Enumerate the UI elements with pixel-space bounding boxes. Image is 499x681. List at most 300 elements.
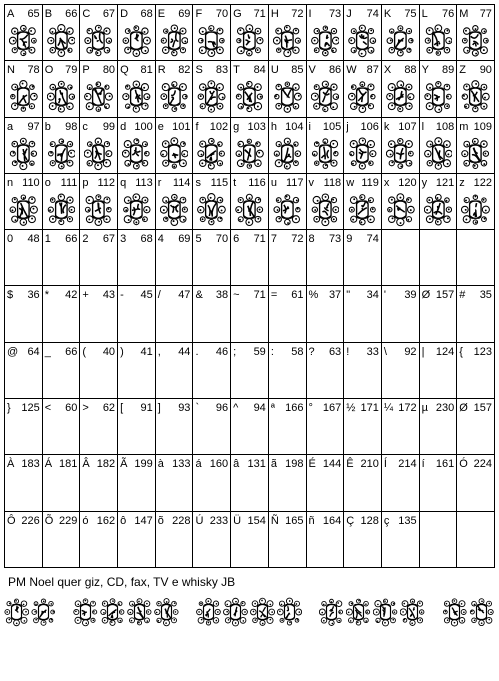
char-code: 112: [97, 176, 116, 189]
char-cell: [231, 343, 269, 399]
char-cell: [118, 512, 156, 568]
char-cell: [269, 343, 307, 399]
char-cell: [80, 399, 118, 455]
grid-row: [5, 343, 495, 399]
char-symbol: k: [383, 120, 390, 133]
char-cell-label: [7, 8, 40, 21]
char-code: 33: [366, 345, 379, 358]
char-cell: [118, 118, 156, 174]
char-cell-label: [158, 64, 191, 77]
char-cell-label: [120, 289, 153, 302]
char-code: 228: [172, 514, 191, 527]
ornamental-glyph-icon: [424, 136, 453, 171]
char-cell: [5, 343, 43, 399]
char-cell: [80, 455, 118, 511]
ornamental-glyph-icon: [386, 79, 415, 114]
char-code: 78: [27, 64, 40, 77]
char-cell-label: [7, 233, 40, 246]
char-cell: [80, 286, 118, 342]
char-code: 38: [215, 289, 229, 302]
char-symbol: Q: [120, 64, 129, 77]
char-symbol: j: [346, 120, 349, 133]
char-cell-label: [120, 402, 153, 415]
char-cell: [43, 230, 81, 286]
char-cell: [43, 455, 81, 511]
char-code: 34: [366, 289, 379, 302]
char-code: 106: [360, 120, 379, 133]
char-cell-label: [45, 233, 78, 246]
char-cell: [420, 61, 458, 117]
char-code: 133: [172, 458, 191, 471]
ornamental-glyph-icon: [235, 136, 264, 171]
character-map-grid: [4, 4, 495, 568]
char-code: 108: [435, 120, 455, 133]
char-code: 91: [140, 402, 153, 415]
char-symbol: à: [157, 458, 164, 471]
char-symbol: e: [157, 120, 164, 133]
sample-ornamental-glyph-icon: [277, 596, 302, 628]
char-cell: [344, 118, 382, 174]
char-cell-label: [7, 121, 40, 134]
char-symbol: b: [44, 120, 51, 133]
char-cell: [156, 174, 194, 230]
char-symbol: l: [421, 120, 425, 133]
char-code: 70: [215, 233, 229, 246]
char-cell-label: [195, 121, 228, 134]
ornamental-glyph-icon: [47, 23, 76, 58]
char-code: 41: [140, 345, 153, 358]
sample-ornamental-glyph-icon: [346, 596, 371, 628]
ornamental-glyph-icon: [84, 192, 113, 227]
char-cell: [382, 343, 420, 399]
char-cell-label: [346, 8, 379, 21]
char-cell: [118, 174, 156, 230]
char-cell: [269, 455, 307, 511]
char-code: 42: [65, 289, 78, 302]
char-symbol: ç: [383, 514, 390, 527]
grid-row: [5, 230, 495, 286]
char-code: 172: [398, 402, 417, 415]
char-code: 71: [253, 289, 266, 302]
char-cell-label: [158, 121, 191, 134]
char-cell: [307, 61, 345, 117]
char-code: 66: [65, 233, 78, 246]
char-cell-label: [120, 121, 153, 134]
char-code: 157: [435, 289, 455, 302]
char-cell: [80, 512, 118, 568]
char-code: 162: [96, 514, 116, 527]
char-cell-label: [309, 402, 342, 415]
char-symbol: 9: [346, 233, 353, 246]
char-code: 84: [253, 64, 266, 77]
char-cell-label: [120, 177, 153, 190]
char-symbol: `: [195, 402, 200, 415]
char-cell-label: [271, 121, 304, 134]
char-code: 74: [366, 233, 379, 246]
char-cell-label: [82, 289, 115, 302]
char-cell: [457, 61, 495, 117]
char-code: 40: [102, 345, 116, 358]
char-cell-label: [309, 177, 342, 190]
char-cell-label: [346, 402, 379, 415]
sample-ornamental-glyph-icon: [73, 596, 98, 628]
char-cell: [382, 512, 420, 568]
char-symbol: ,: [157, 345, 161, 358]
char-cell: [156, 399, 194, 455]
char-cell-label: [422, 515, 455, 528]
char-cell-label: [309, 515, 342, 528]
char-code: 117: [285, 176, 304, 189]
char-cell-label: [384, 289, 417, 302]
char-code: 121: [435, 176, 455, 189]
grid-row: [5, 399, 495, 455]
char-cell-label: [422, 289, 455, 302]
char-cell-label: [233, 177, 266, 190]
char-cell-label: [7, 346, 40, 359]
char-cell: [420, 512, 458, 568]
char-code: 65: [27, 8, 40, 20]
char-cell: [156, 286, 194, 342]
char-cell-label: [346, 233, 379, 246]
char-cell: [5, 61, 43, 117]
char-symbol: /: [157, 289, 161, 302]
char-cell-label: [82, 346, 115, 359]
char-cell-label: [158, 8, 191, 21]
char-cell-label: [82, 8, 115, 21]
char-cell: [344, 343, 382, 399]
char-symbol: !: [346, 345, 350, 358]
char-cell-label: [45, 515, 78, 528]
char-symbol: }: [7, 402, 11, 415]
char-cell: [193, 61, 231, 117]
char-cell-label: [422, 121, 455, 134]
char-cell-label: [271, 233, 304, 246]
char-code: 77: [479, 8, 492, 20]
ornamental-glyph-icon: [348, 23, 377, 58]
char-symbol: F: [195, 8, 203, 20]
char-code: 48: [27, 233, 40, 246]
char-symbol: 0: [7, 233, 14, 246]
char-code: 37: [328, 289, 342, 302]
char-code: 107: [398, 120, 417, 133]
char-symbol: %: [308, 289, 319, 302]
ornamental-glyph-icon: [386, 192, 415, 227]
char-symbol: Y: [421, 64, 429, 77]
char-cell: [80, 5, 118, 61]
char-cell-label: [459, 458, 492, 471]
char-cell: [420, 399, 458, 455]
char-code: 36: [27, 289, 40, 302]
char-symbol: |: [421, 345, 425, 358]
char-cell: [193, 118, 231, 174]
char-code: 144: [322, 458, 342, 471]
char-cell: [382, 286, 420, 342]
sample-glyph-strip: [4, 594, 495, 630]
char-cell-label: [271, 346, 304, 359]
char-cell-label: [346, 289, 379, 302]
char-cell: [382, 61, 420, 117]
char-symbol: f: [195, 120, 199, 133]
char-cell: [80, 61, 118, 117]
char-code: 71: [253, 233, 266, 246]
char-code: 63: [328, 345, 342, 358]
char-symbol: s: [195, 176, 201, 189]
grid-row: [5, 512, 495, 568]
char-symbol: z: [459, 176, 465, 189]
char-cell: [382, 455, 420, 511]
char-symbol: O: [44, 64, 54, 77]
char-cell-label: [45, 8, 78, 21]
char-cell: [344, 399, 382, 455]
char-cell: [231, 5, 269, 61]
char-code: 93: [178, 402, 191, 415]
char-cell: [118, 5, 156, 61]
char-symbol: Ã: [120, 458, 128, 471]
char-cell: [43, 174, 81, 230]
char-code: 214: [398, 458, 417, 471]
ornamental-glyph-icon: [160, 192, 189, 227]
char-cell: [269, 399, 307, 455]
char-cell: [231, 230, 269, 286]
char-cell: [156, 512, 194, 568]
char-cell-label: [82, 458, 115, 471]
char-symbol: p: [82, 176, 89, 189]
char-code: 131: [247, 458, 266, 471]
char-symbol: d: [120, 120, 127, 133]
char-code: 66: [65, 345, 78, 358]
char-code: 71: [253, 8, 266, 20]
char-cell-label: [120, 64, 153, 77]
char-cell: [193, 174, 231, 230]
char-symbol: ó: [82, 514, 89, 527]
char-cell: [420, 174, 458, 230]
char-code: 164: [322, 514, 342, 527]
char-cell-label: [422, 233, 455, 246]
char-cell-label: [459, 346, 492, 359]
char-symbol: ñ: [308, 514, 315, 527]
char-code: 125: [21, 402, 40, 415]
grid-row: [5, 174, 495, 230]
char-cell-label: [158, 515, 191, 528]
char-code: 118: [323, 176, 342, 189]
char-code: 103: [247, 120, 266, 133]
ornamental-glyph-icon: [9, 79, 38, 114]
char-symbol: _: [44, 345, 51, 358]
char-code: 182: [96, 458, 116, 471]
char-cell-label: [195, 458, 228, 471]
char-cell: [382, 174, 420, 230]
char-symbol: r: [157, 176, 162, 189]
sample-ornamental-glyph-icon: [400, 596, 425, 628]
char-cell-label: [309, 8, 342, 21]
char-cell: [457, 230, 495, 286]
char-symbol: Õ: [44, 514, 54, 527]
char-cell-label: [45, 346, 78, 359]
char-cell: [193, 399, 231, 455]
char-cell: [118, 399, 156, 455]
ornamental-glyph-icon: [235, 192, 264, 227]
char-symbol: u: [270, 176, 277, 189]
char-code: 79: [65, 64, 78, 77]
char-cell: [193, 343, 231, 399]
char-symbol: Ü: [233, 514, 242, 527]
ornamental-glyph-icon: [461, 136, 490, 171]
char-code: 68: [140, 8, 153, 20]
char-cell: [193, 455, 231, 511]
char-symbol: P: [82, 64, 90, 77]
char-symbol: B: [44, 8, 53, 20]
char-cell-label: [384, 458, 417, 471]
char-cell-label: [459, 515, 492, 528]
char-symbol: n: [7, 176, 14, 189]
char-cell: [193, 286, 231, 342]
char-symbol: C: [82, 8, 91, 20]
char-cell-label: [422, 177, 455, 190]
char-code: 39: [404, 289, 417, 302]
ornamental-glyph-icon: [160, 136, 189, 171]
ornamental-glyph-icon: [47, 192, 76, 227]
ornamental-glyph-icon: [424, 79, 453, 114]
char-symbol: G: [233, 8, 242, 20]
char-code: 224: [473, 458, 492, 471]
char-cell-label: [271, 8, 304, 21]
ornamental-glyph-icon: [348, 192, 377, 227]
char-symbol: 7: [270, 233, 277, 246]
char-code: 89: [442, 64, 455, 77]
char-cell: [457, 174, 495, 230]
char-code: 135: [398, 514, 417, 527]
char-cell-label: [309, 458, 342, 471]
char-code: 47: [178, 289, 191, 302]
char-cell: [118, 455, 156, 511]
char-code: 86: [328, 64, 342, 77]
char-symbol: Ú: [195, 514, 204, 527]
sample-ornamental-glyph-icon: [154, 596, 179, 628]
ornamental-glyph-icon: [47, 79, 76, 114]
char-code: 233: [209, 514, 229, 527]
char-code: 88: [404, 64, 417, 77]
char-code: 102: [209, 120, 229, 133]
char-code: 35: [479, 289, 492, 302]
char-cell: [307, 230, 345, 286]
ornamental-glyph-icon: [461, 23, 490, 58]
char-symbol: *: [44, 289, 49, 302]
char-code: 119: [361, 176, 379, 189]
char-symbol: Ó: [459, 458, 468, 471]
char-cell: [269, 512, 307, 568]
char-cell: [118, 343, 156, 399]
char-cell: [43, 512, 81, 568]
char-code: 72: [291, 233, 304, 246]
char-symbol: °: [308, 402, 313, 415]
char-cell: [344, 5, 382, 61]
char-code: 94: [253, 402, 266, 415]
sample-ornamental-glyph-icon: [127, 596, 152, 628]
char-symbol: á: [195, 458, 202, 471]
char-code: 60: [65, 402, 78, 415]
char-cell: [118, 230, 156, 286]
char-code: 147: [134, 514, 153, 527]
ornamental-glyph-icon: [273, 79, 302, 114]
char-code: 110: [22, 176, 40, 189]
char-symbol: ): [120, 345, 124, 358]
char-symbol: Ê: [346, 458, 354, 471]
char-cell-label: [120, 515, 153, 528]
char-cell: [118, 61, 156, 117]
ornamental-glyph-icon: [273, 23, 302, 58]
char-cell: [344, 455, 382, 511]
char-code: 45: [140, 289, 153, 302]
char-cell: [5, 230, 43, 286]
grid-row: [5, 61, 495, 117]
char-cell-label: [384, 121, 417, 134]
char-cell: [156, 5, 194, 61]
char-cell-label: [422, 458, 455, 471]
char-symbol: ?: [308, 345, 315, 358]
char-cell: [307, 5, 345, 61]
char-cell-label: [195, 346, 228, 359]
char-cell-label: [233, 121, 266, 134]
char-code: 72: [291, 8, 304, 20]
char-code: 166: [285, 402, 304, 415]
char-symbol: U: [270, 64, 279, 77]
char-code: 198: [285, 458, 304, 471]
char-code: 165: [285, 514, 304, 527]
char-code: 167: [322, 402, 342, 415]
char-code: 154: [247, 514, 266, 527]
char-symbol: $: [7, 289, 14, 302]
char-symbol: I: [308, 8, 312, 20]
char-cell: [382, 399, 420, 455]
char-symbol: À: [7, 458, 15, 471]
char-cell: [43, 61, 81, 117]
char-cell-label: [233, 515, 266, 528]
char-cell-label: [82, 177, 115, 190]
char-code: 99: [102, 120, 116, 133]
char-code: 171: [360, 402, 379, 415]
char-code: 96: [215, 402, 229, 415]
ornamental-glyph-icon: [122, 136, 151, 171]
char-symbol: v: [308, 176, 314, 189]
char-cell: [193, 512, 231, 568]
char-symbol: Ç: [346, 514, 355, 527]
char-cell-label: [45, 458, 78, 471]
char-cell: [43, 5, 81, 61]
char-symbol: M: [459, 8, 469, 20]
char-cell-label: [158, 177, 191, 190]
char-cell: [344, 512, 382, 568]
char-code: 80: [102, 64, 116, 77]
char-symbol: o: [44, 176, 51, 189]
char-cell-label: [195, 8, 228, 21]
ornamental-glyph-icon: [348, 79, 377, 114]
char-cell: [457, 343, 495, 399]
char-code: 210: [360, 458, 379, 471]
ornamental-glyph-icon: [122, 192, 151, 227]
char-code: 157: [473, 402, 492, 415]
ornamental-glyph-icon: [9, 136, 38, 171]
ornamental-glyph-icon: [386, 136, 415, 171]
char-symbol: Á: [44, 458, 53, 471]
sample-ornamental-glyph-icon: [100, 596, 125, 628]
char-code: 69: [178, 233, 191, 246]
char-cell: [43, 343, 81, 399]
char-cell: [457, 399, 495, 455]
char-cell: [80, 174, 118, 230]
char-code: 44: [178, 345, 191, 358]
char-cell: [43, 286, 81, 342]
char-symbol: ^: [233, 402, 239, 415]
